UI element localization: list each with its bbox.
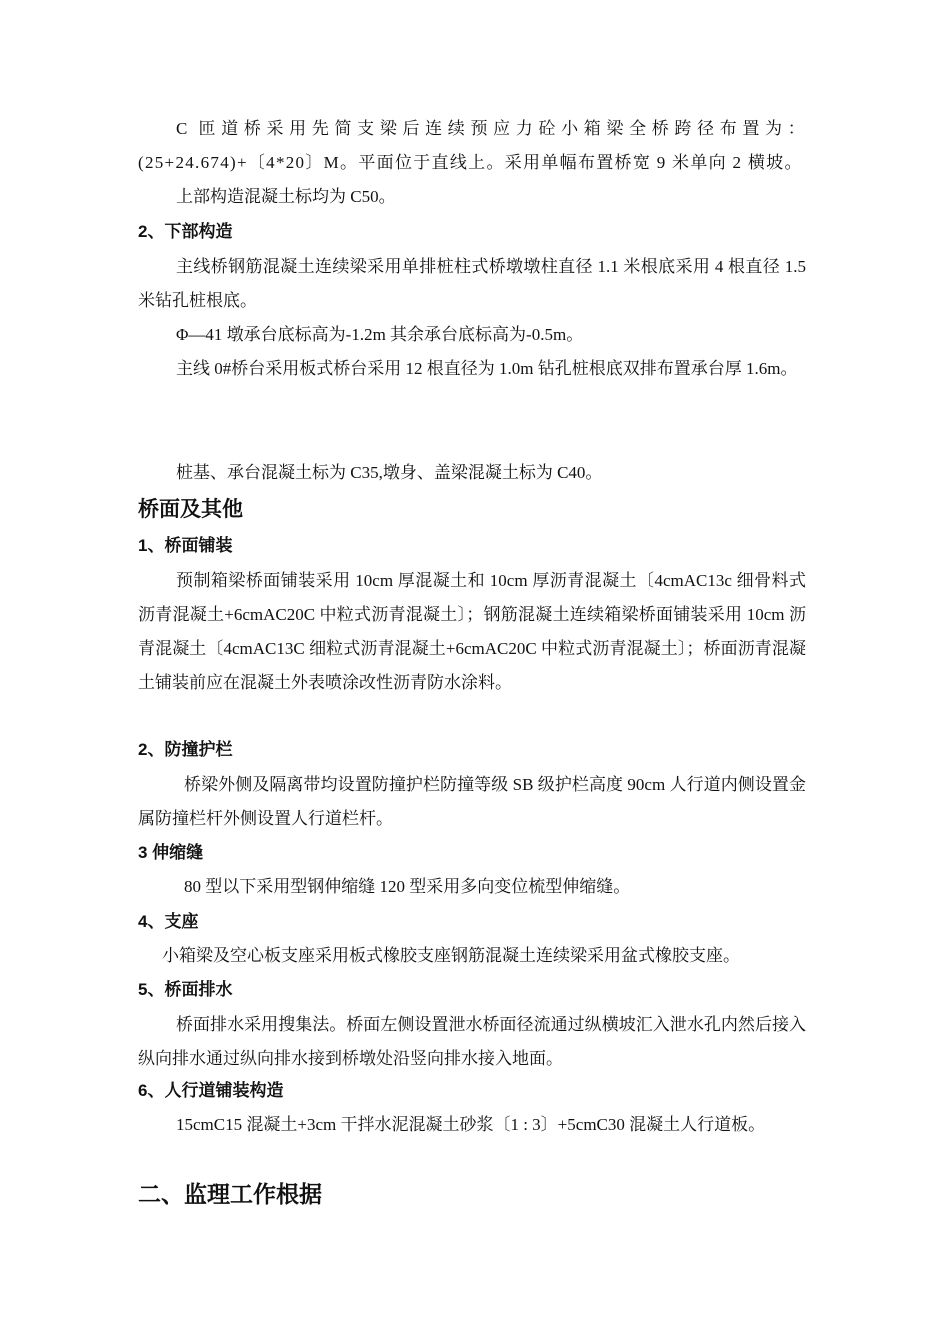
heading-deck-and-others: 桥面及其他 bbox=[138, 498, 243, 521]
paragraph-deck-drainage: 桥面排水采用搜集法。桥面左侧设置泄水桥面径流通过纵横坡汇入泄水孔内然后接入纵向排水通过纵向排水接到桥墩处沿竖向排水接入地面。 bbox=[138, 1015, 806, 1068]
paragraph-deck-paving: 预制箱梁桥面铺装采用 10cm 厚混凝土和 10cm 厚沥青混凝土〔4cmAC13c 细骨料式沥青混凝土+6cmAC20C 中粒式沥青混凝土〕；钢筋混凝土连续箱梁桥面铺装采用 10cm 沥青混凝土〔4cmAC13C 细粒式沥青混凝土+6cmAC20C 中粒式沥青混凝土〕；桥面沥青混凝土铺装前应在混凝土外表喷涂改性沥青防水涂料。 bbox=[138, 571, 806, 692]
paragraph-superstructure-concrete: 上部构造混凝土标均为 C50。 bbox=[176, 187, 396, 206]
heading-bearing: 4、支座 bbox=[138, 912, 199, 931]
paragraph-bearing: 小箱梁及空心板支座采用板式橡胶支座钢筋混凝土连续梁采用盆式橡胶支座。 bbox=[162, 946, 740, 965]
heading-supervision-basis: 二、监理工作根据 bbox=[138, 1181, 322, 1208]
paragraph-sidewalk-paving: 15cmC15 混凝土+3cm 干拌水泥混凝土砂浆〔1 : 3〕+5cmC30 混凝土人行道板。 bbox=[176, 1115, 766, 1134]
heading-crash-barrier: 2、防撞护栏 bbox=[138, 740, 233, 759]
heading-deck-paving: 1、桥面铺装 bbox=[138, 536, 233, 555]
heading-deck-drainage: 5、桥面排水 bbox=[138, 980, 233, 999]
heading-substructure: 2、下部构造 bbox=[138, 222, 233, 241]
paragraph-main-bridge-piers: 主线桥钢筋混凝土连续梁采用单排桩柱式桥墩墩柱直径 1.1 米根底采用 4 根直径 1.5 米钻孔桩根底。 bbox=[138, 257, 806, 310]
paragraph-abutment: 主线 0#桥台采用板式桥台采用 12 根直径为 1.0m 钻孔桩根底双排布置承台厚 1.6m。 bbox=[176, 359, 798, 378]
paragraph-ramp-bridge: C 匝道桥采用先简支梁后连续预应力砼小箱梁全桥跨径布置为：(25+24.674)+〔4*20〕M。平面位于直线上。采用单幅布置桥宽 9 米单向 2 横坡。 bbox=[138, 119, 806, 172]
heading-sidewalk-paving: 6、人行道铺装构造 bbox=[138, 1081, 284, 1100]
paragraph-cap-elevation: Φ—41 墩承台底标高为-1.2m 其余承台底标高为-0.5m。 bbox=[176, 325, 584, 344]
paragraph-crash-barrier: 桥梁外侧及隔离带均设置防撞护栏防撞等级 SB 级护栏高度 90cm 人行道内侧设置金属防撞栏杆外侧设置人行道栏杆。 bbox=[138, 775, 806, 828]
paragraph-expansion-joint: 80 型以下采用型钢伸缩缝 120 型采用多向变位梳型伸缩缝。 bbox=[184, 877, 631, 896]
heading-expansion-joint: 3 伸缩缝 bbox=[138, 843, 204, 862]
paragraph-pile-concrete: 桩基、承台混凝土标为 C35,墩身、盖梁混凝土标为 C40。 bbox=[176, 463, 603, 482]
